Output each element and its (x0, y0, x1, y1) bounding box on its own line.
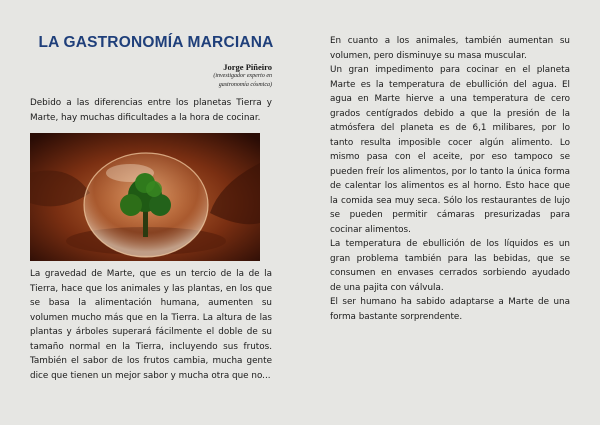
left-body-paragraph: La gravedad de Marte, que es un tercio de la de la Tierra, hace que los animales y las plantas, en los que se basa la alimentación humana, aumenten su volumen mucho más que en la Tierra. La altura de las plantas y árboles superará fácilmente el doble de su tamaño normal en la Tierra, incluyendo sus frutos. También el sabor de los frutos cambia, mucha gente dice que tienen un mejor sabor y mucha otra que no... (30, 269, 272, 381)
article-title: LA GASTRONOMÍA MARCIANA (38, 34, 274, 51)
right-paragraph-4: El ser humano ha sabido adaptarse a Marte de una forma bastante sorprendente. (330, 297, 570, 322)
author-role-line-1: (investigador experto en (213, 73, 272, 79)
tree-in-bubble-on-mars-illustration (30, 133, 260, 261)
author-role-line-2: gastronomía cósmica) (218, 82, 272, 88)
right-paragraph-1: En cuanto a los animales, también aumentan su volumen, pero disminuye su masa muscular. (330, 36, 570, 61)
byline (30, 62, 272, 90)
left-column (30, 34, 272, 383)
author-name: Jorge Piñeiro (223, 62, 272, 72)
right-column (330, 34, 570, 324)
right-paragraph-2: Un gran impedimento para cocinar en el planeta Marte es la temperatura de ebullición del agua. El agua en Marte hierve a una temperatura de cero grados centígrados debido a que la presión de la atmósfera del planeta es de 6,1 milibares, por lo tanto resulta imposible cocer algún alimento. Lo mismo pasa con el aceite, por eso tampoco se pueden freír los alimentos, por lo tanto la única forma de calentar los alimentos es al horno. Esto hace que la comida sea muy seca. Sólo los restaurantes de lujo se pueden permitir cámaras presurizadas para cocinar alimentos. (330, 65, 570, 235)
intro-paragraph: Debido a las diferencias entre los planetas Tierra y Marte, hay muchas dificultades a la hora de cocinar. (30, 98, 272, 123)
right-paragraph-3: La temperatura de ebullición de los líquidos es un gran problema también para las bebidas, que se consumen en envases cerrados sorbiendo ayudado de una pajita con válvula. (330, 239, 570, 293)
